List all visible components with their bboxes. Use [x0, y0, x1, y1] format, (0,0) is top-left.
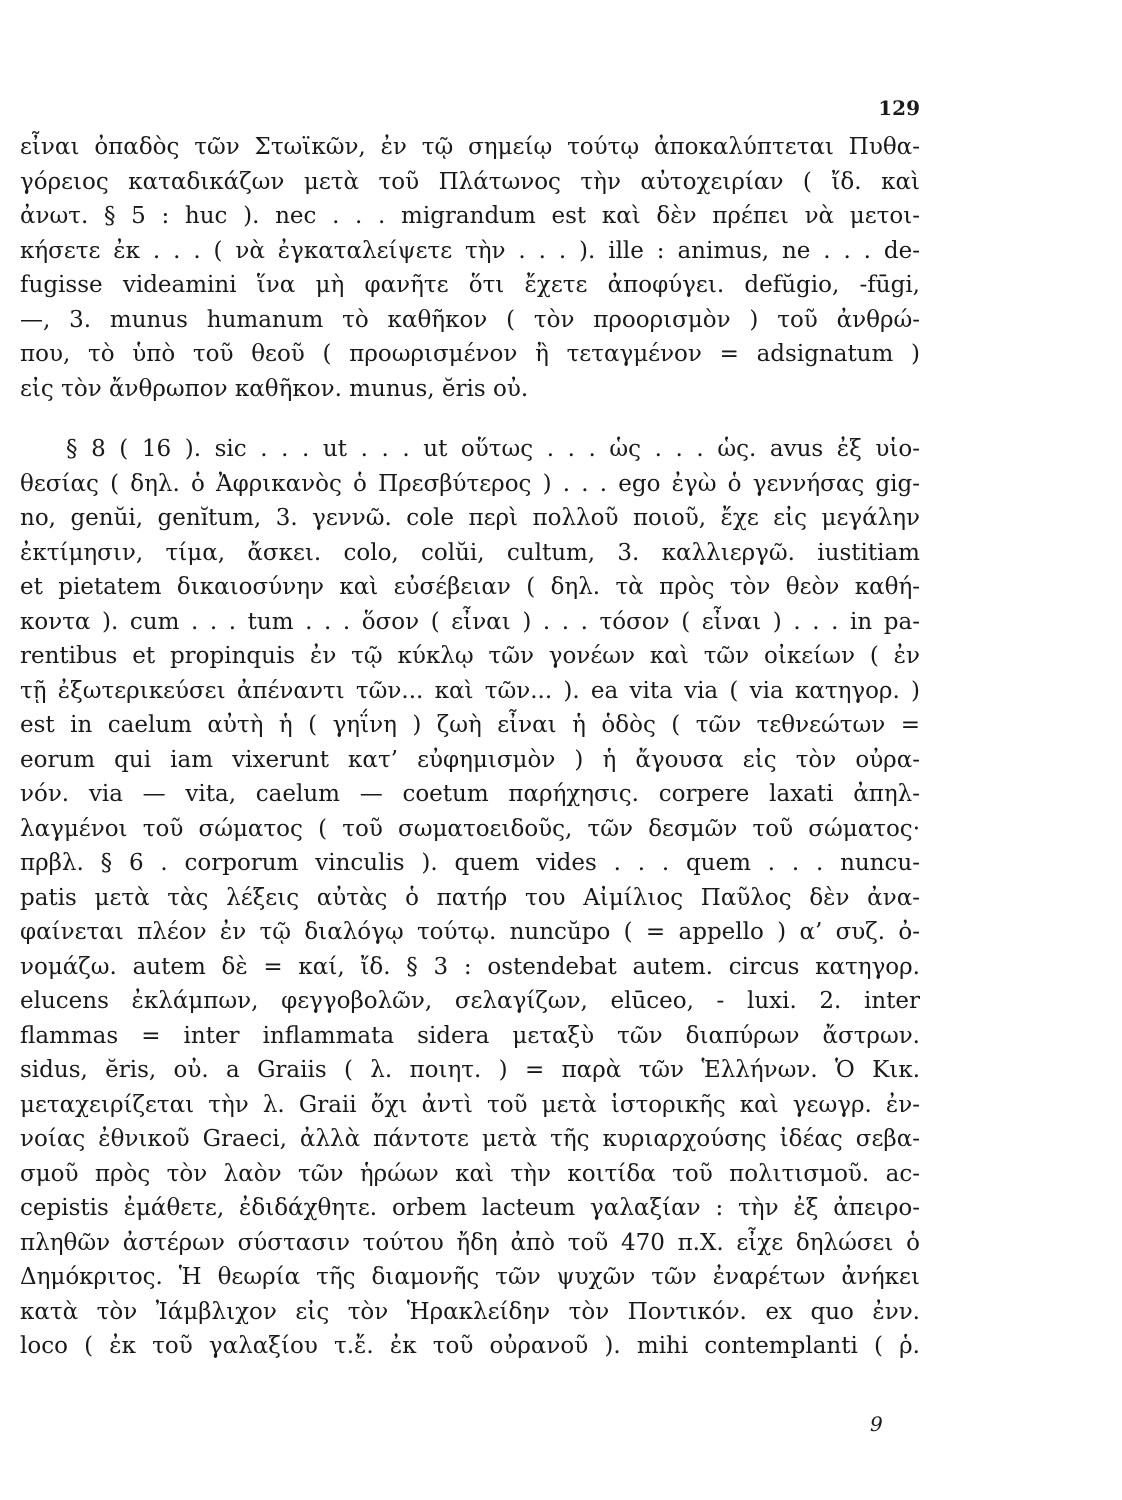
text-line: εἰς τὸν ἄνθρωπον καθῆκον. munus, ĕris οὐ. — [20, 375, 529, 402]
text-line: τῇ ἐξωτερικεύσει ἀπέναντι τῶν... καὶ τῶν... ). ea vita via ( via κατηγορ. ) — [20, 677, 920, 704]
text-line: est in caelum αὐτὴ ἡ ( γηΐνη ) ζωὴ εἶναι ἡ ὁδὸς ( τῶν τεθνεώτων = — [20, 712, 920, 738]
body-text — [20, 130, 920, 1364]
text-line: ἀνωτ. § 5 : huc ). nec . . . migrandum est καὶ δὲν πρέπει νὰ μετοι- — [20, 203, 920, 229]
text-line: fugisse videamini ἵνα μὴ φανῆτε ὅτι ἔχετε ἀποφύγει. defŭgio, -fūgi, — [20, 272, 920, 298]
text-line: νόν. via — vita, caelum — coetum παρήχησις. corpere laxati ἀπηλ- — [20, 781, 920, 807]
page-number: 129 — [878, 96, 920, 120]
text-line: που, τὸ ὑπὸ τοῦ θεοῦ ( προωρισμένον ἢ τεταγμένον = adsignatum ) — [20, 341, 920, 367]
signature-mark: 9 — [870, 1412, 883, 1436]
text-line: πληθῶν ἀστέρων σύστασιν τούτου ἤδη ἀπὸ τοῦ 470 π.Χ. εἶχε δηλώσει ὁ — [20, 1229, 920, 1256]
text-line: σμοῦ πρὸς τὸν λαὸν τῶν ἡρώων καὶ τὴν κοιτίδα τοῦ πολιτισμοῦ. ac- — [20, 1160, 920, 1187]
paragraph-2 — [20, 432, 920, 1364]
text-line: flammas = inter inflammata sidera μεταξὺ τῶν διαπύρων ἄστρων. — [20, 1022, 920, 1049]
text-line: loco ( ἐκ τοῦ γαλαξίου τ.ἔ. ἐκ τοῦ οὐρανοῦ ). mihi contemplanti ( ῥ. — [20, 1333, 920, 1359]
text-line: θεσίας ( δηλ. ὁ Ἀφρικανὸς ὁ Πρεσβύτερος ) . . . ego ἐγὼ ὁ γεννήσας gig- — [20, 470, 920, 497]
text-line: —, 3. munus humanum τὸ καθῆκον ( τὸν προορισμὸν ) τοῦ ἀνθρώ- — [20, 306, 920, 333]
text-line: cepistis ἐμάθετε, ἐδιδάχθητε. orbem lacteum γαλαξίαν : τὴν ἐξ ἀπειρο- — [20, 1195, 920, 1221]
text-line: μεταχειρίζεται τὴν λ. Graii ὄχι ἀντὶ τοῦ μετὰ ἱστορικῆς καὶ γεωγρ. ἐν- — [20, 1091, 920, 1118]
text-line: κατὰ τὸν Ἰάμβλιχον εἰς τὸν Ἡρακλείδην τὸν Ποντικόν. ex quo ἐνν. — [20, 1298, 920, 1325]
text-line: § 8 ( 16 ). sic . . . ut . . . ut οὕτως . . . ὡς . . . ὡς. avus ἐξ υἱο- — [66, 436, 920, 462]
text-line: sidus, ĕris, οὐ. a Graiis ( λ. ποιητ. ) = παρὰ τῶν Ἑλλήνων. Ὁ Κικ. — [20, 1057, 920, 1083]
text-line: patis μετὰ τὰς λέξεις αὐτὰς ὁ πατήρ του Αἰμίλιος Παῦλος δὲν ἀνα- — [20, 884, 920, 911]
text-line: rentibus et propinquis ἐν τῷ κύκλῳ τῶν γονέων καὶ τῶν οἰκείων ( ἐν — [20, 643, 920, 669]
text-line: κήσετε ἐκ . . . ( νὰ ἐγκαταλείψετε τὴν . . . ). ille : animus, ne . . . de- — [20, 237, 920, 264]
text-line: et pietatem δικαιοσύνην καὶ εὐσέβειαν ( δηλ. τὰ πρὸς τὸν θεὸν καθή- — [20, 574, 920, 600]
text-line: no, genŭi, genĭtum, 3. γεννῶ. cole περὶ πολλοῦ ποιοῦ, ἔχε εἰς μεγάλην — [20, 505, 920, 531]
paragraph-gap — [20, 406, 920, 432]
text-line: νοίας ἐθνικοῦ Graeci, ἀλλὰ πάντοτε μετὰ τῆς κυριαρχούσης ἰδέας σεβα- — [20, 1126, 920, 1152]
text-line: eorum qui iam vixerunt κατ’ εὐφημισμὸν ) ἡ ἄγουσα εἰς τὸν οὐρα- — [20, 746, 920, 773]
text-line: elucens ἐκλάμπων, φεγγοβολῶν, σελαγίζων, elūceo, - luxi. 2. inter — [20, 988, 920, 1014]
text-line: λαγμένοι τοῦ σώματος ( τοῦ σωματοειδοῦς, τῶν δεσμῶν τοῦ σώματος· — [20, 815, 920, 842]
text-line: εἶναι ὀπαδὸς τῶν Στωϊκῶν, ἐν τῷ σημείῳ τούτῳ ἀποκαλύπτεται Πυθα- — [20, 134, 920, 160]
text-line: κοντα ). cum . . . tum . . . ὅσον ( εἶναι ) . . . τόσον ( εἶναι ) . . . in pa- — [20, 608, 920, 635]
text-line: πρβλ. § 6 . corporum vinculis ). quem vides . . . quem . . . nuncu- — [20, 850, 920, 876]
text-line: ἐκτίμησιν, τίμα, ἄσκει. colo, colŭi, cultum, 3. καλλιεργῶ. iustitiam — [20, 539, 920, 566]
text-line: νομάζω. autem δὲ = καί, ἴδ. § 3 : ostendebat autem. circus κατηγορ. — [20, 953, 920, 980]
text-line: Δημόκριτος. Ἡ θεωρία τῆς διαμονῆς τῶν ψυχῶν τῶν ἐναρέτων ἀνήκει — [20, 1264, 920, 1290]
paragraph-1 — [20, 130, 920, 406]
text-line: γόρειος καταδικάζων μετὰ τοῦ Πλάτωνος τὴν αὐτοχειρίαν ( ἴδ. καὶ — [20, 168, 920, 195]
text-line: φαίνεται πλέον ἐν τῷ διαλόγῳ τούτῳ. nuncŭpo ( = appello ) α’ συζ. ὀ- — [20, 919, 920, 945]
